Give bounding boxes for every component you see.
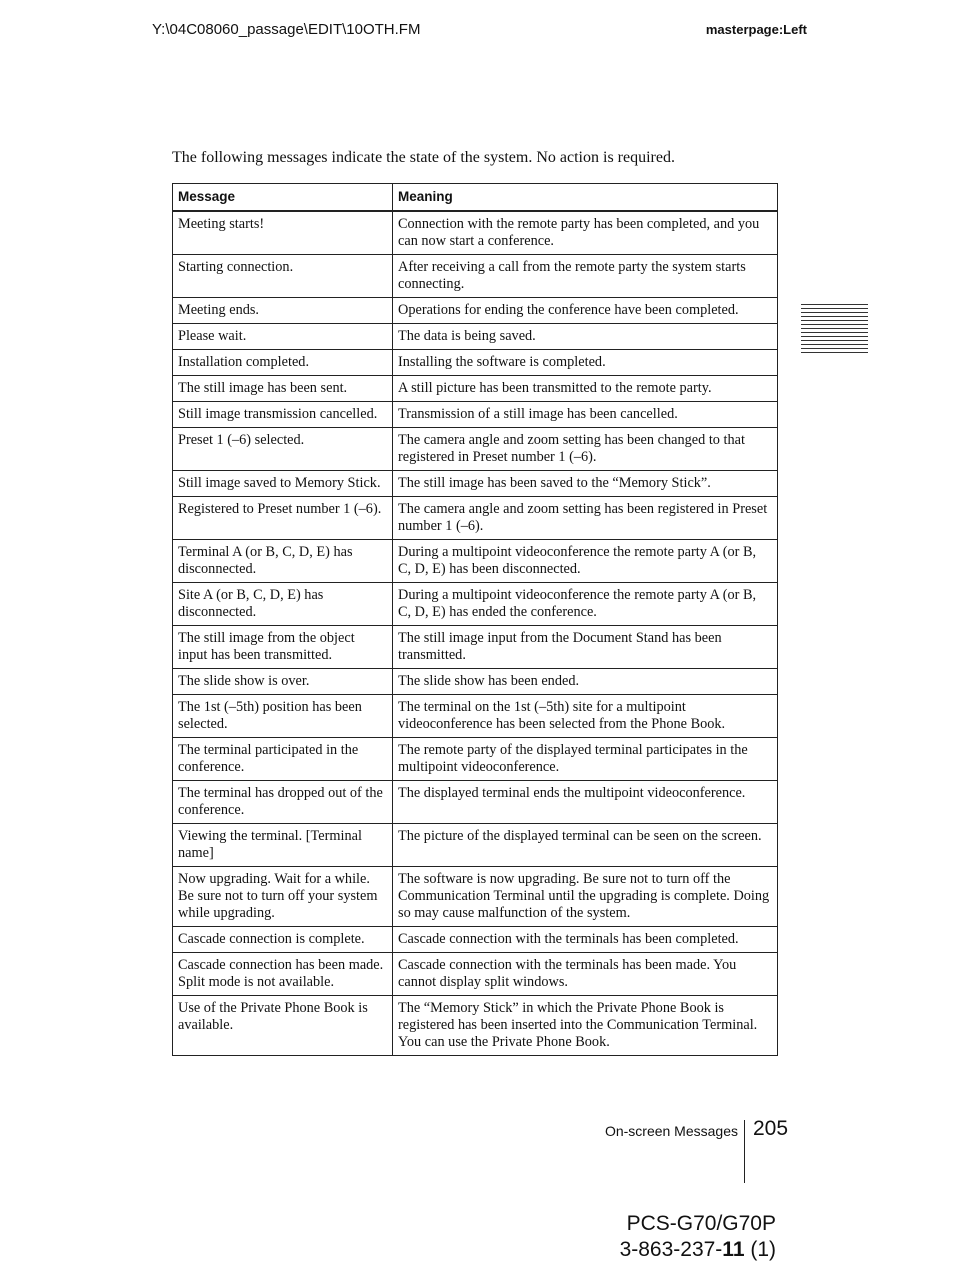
message-cell: Still image saved to Memory Stick. [173,471,393,497]
part-number-prefix: 3-863-237- [619,1238,723,1261]
meaning-cell: The data is being saved. [393,324,778,350]
meaning-cell: Cascade connection with the terminals has been made. You cannot display split windows. [393,953,778,996]
table-row [173,497,778,540]
table-row [173,953,778,996]
table-row [173,255,778,298]
table-row [173,211,778,255]
part-number-bold: 11 [722,1238,745,1261]
meaning-cell: Installing the software is completed. [393,350,778,376]
meaning-cell: A still picture has been transmitted to the remote party. [393,376,778,402]
message-cell: The 1st (–5th) position has been selected. [173,695,393,738]
message-cell: Registered to Preset number 1 (–6). [173,497,393,540]
message-cell: Cascade connection is complete. [173,927,393,953]
section-name: On-screen Messages [604,1123,738,1139]
message-cell: The slide show is over. [173,669,393,695]
message-cell: Cascade connection has been made. Split mode is not available. [173,953,393,996]
table-row [173,583,778,626]
meaning-cell: Operations for ending the conference have been completed. [393,298,778,324]
part-number-suffix: (1) [744,1238,776,1261]
message-cell: Meeting starts! [173,211,393,255]
table-row [173,669,778,695]
table-row [173,824,778,867]
meaning-cell: Cascade connection with the terminals has been completed. [393,927,778,953]
message-cell: Terminal A (or B, C, D, E) has disconnected. [173,540,393,583]
meaning-cell: The “Memory Stick” in which the Private Phone Book is registered has been inserted into the Communication Terminal. You can use the Private Phone Book. [393,996,778,1056]
page-number: 205 [753,1117,789,1140]
meaning-cell: During a multipoint videoconference the remote party A (or B, C, D, E) has ended the conference. [393,583,778,626]
meaning-cell: The slide show has been ended. [393,669,778,695]
message-cell: The terminal participated in the conference. [173,738,393,781]
model-block [620,1211,776,1263]
meaning-cell: The camera angle and zoom setting has been registered in Preset number 1 (–6). [393,497,778,540]
table-row [173,540,778,583]
table-row [173,695,778,738]
meaning-cell: During a multipoint videoconference the remote party A (or B, C, D, E) has been disconnected. [393,540,778,583]
table-row [173,350,778,376]
messages-table [172,183,778,1056]
intro-text: The following messages indicate the state of the system. No action is required. [172,149,675,166]
message-cell: Meeting ends. [173,298,393,324]
message-cell: Site A (or B, C, D, E) has disconnected. [173,583,393,626]
model-name: PCS-G70/G70P [626,1212,776,1235]
footer-divider [744,1120,745,1183]
table-row [173,324,778,350]
meaning-cell: The terminal on the 1st (–5th) site for a multipoint videoconference has been selected from the Phone Book. [393,695,778,738]
table-row [173,867,778,927]
table-row [173,428,778,471]
message-cell: Starting connection. [173,255,393,298]
table-row [173,927,778,953]
column-header-message: Message [173,184,393,212]
message-cell: The terminal has dropped out of the conference. [173,781,393,824]
message-cell: Please wait. [173,324,393,350]
meaning-cell: The still image input from the Document Stand has been transmitted. [393,626,778,669]
file-path: Y:\04C08060_passage\EDIT\10OTH.FM [152,21,421,38]
meaning-cell: The picture of the displayed terminal can be seen on the screen. [393,824,778,867]
meaning-cell: The remote party of the displayed terminal participates in the multipoint videoconference. [393,738,778,781]
table-row [173,626,778,669]
meaning-cell: The still image has been saved to the “Memory Stick”. [393,471,778,497]
table-row [173,996,778,1056]
table-row [173,298,778,324]
message-cell: Installation completed. [173,350,393,376]
meaning-cell: The camera angle and zoom setting has been changed to that registered in Preset number 1 (–6). [393,428,778,471]
message-cell: Viewing the terminal. [Terminal name] [173,824,393,867]
meaning-cell: Connection with the remote party has been completed, and you can now start a conference. [393,211,778,255]
message-cell: The still image has been sent. [173,376,393,402]
column-header-meaning: Meaning [393,184,778,212]
masterpage-label: masterpage:Left [705,22,807,37]
part-number [620,1237,776,1263]
table-row [173,402,778,428]
meaning-cell: The software is now upgrading. Be sure not to turn off the Communication Terminal until the upgrading is complete. Doing so may cause malfunction of the system. [393,867,778,927]
message-cell: Still image transmission cancelled. [173,402,393,428]
table-body [173,211,778,1056]
message-cell: Use of the Private Phone Book is available. [173,996,393,1056]
table-row [173,471,778,497]
message-cell: The still image from the object input has been transmitted. [173,626,393,669]
table-row [173,376,778,402]
message-cell: Now upgrading. Wait for a while. Be sure not to turn off your system while upgrading. [173,867,393,927]
table-header-row [173,184,778,212]
table-row [173,738,778,781]
meaning-cell: After receiving a call from the remote party the system starts connecting. [393,255,778,298]
table-row [173,781,778,824]
section-tab-marker [801,304,868,356]
meaning-cell: Transmission of a still image has been cancelled. [393,402,778,428]
meaning-cell: The displayed terminal ends the multipoint videoconference. [393,781,778,824]
message-cell: Preset 1 (–6) selected. [173,428,393,471]
